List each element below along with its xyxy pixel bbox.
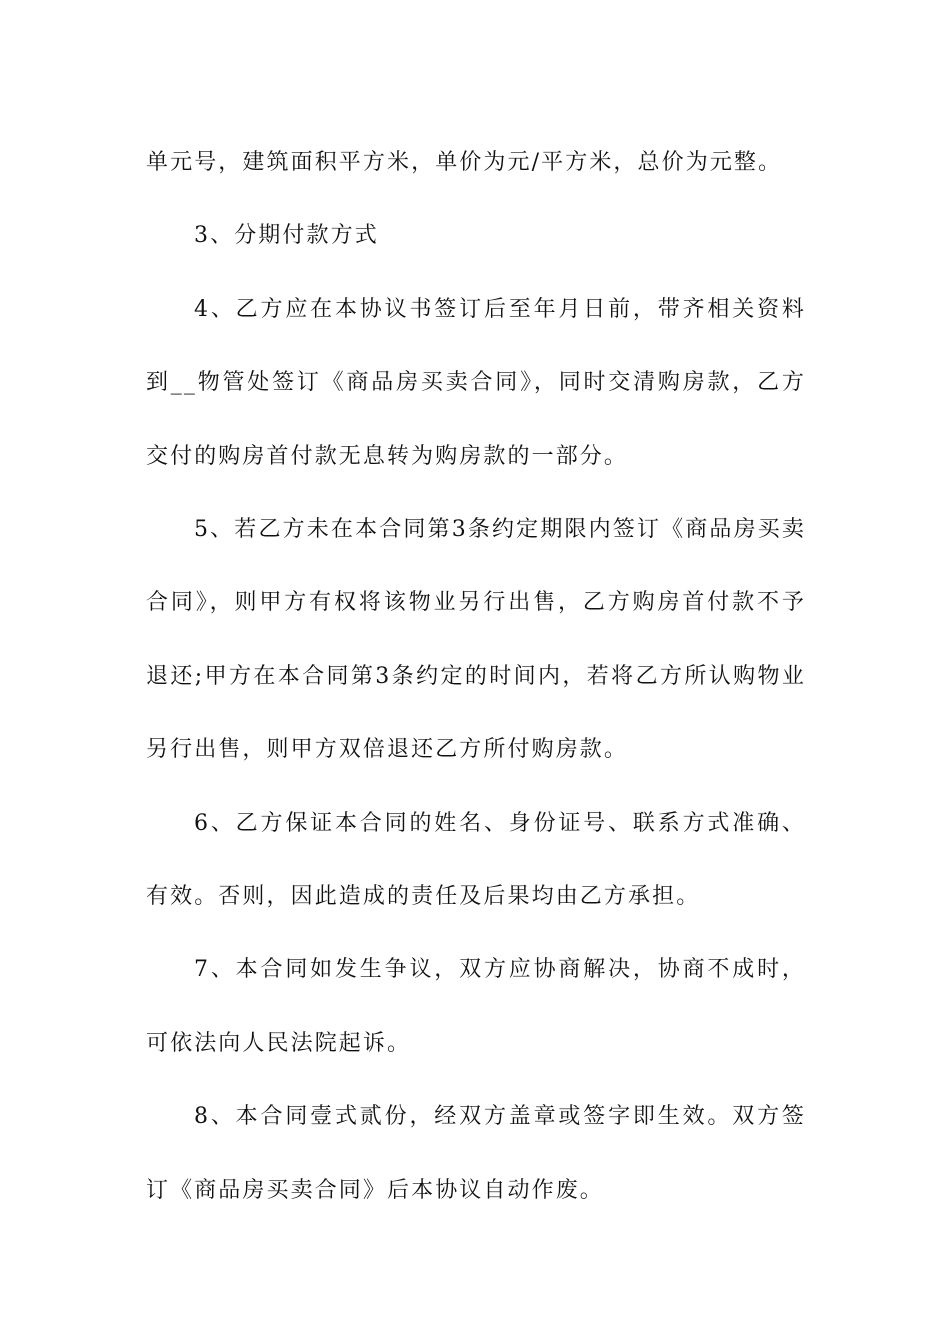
paragraph-clause-3: 3、分期付款方式: [194, 223, 379, 249]
paragraph-clause-5: 5、若乙方未在本合同第3条约定期限内签订《商品房买卖合同》，则甲方有权将该物业另行出售，乙方购房首付款不予退还;甲方在本合同第3条约定的时间内，若将乙方所认购物业另行出售，则甲方双倍退还乙方所付购房款。: [146, 517, 806, 763]
document-body: [146, 126, 806, 1227]
paragraph-clause-8: 8、本合同壹式贰份，经双方盖章或签字即生效。双方签订《商品房买卖合同》后本协议自动作废。: [146, 1104, 806, 1203]
paragraph-unit-info: 单元号，建筑面积平方米，单价为元/平方米，总价为元整。: [146, 150, 783, 175]
paragraph-clause-7: 7、本合同如发生争议，双方应协商解决，协商不成时，可依法向人民法院起诉。: [146, 957, 806, 1056]
paragraph-clause-6: 6、乙方保证本合同的姓名、身份证号、联系方式准确、有效。否则，因此造成的责任及后果均由乙方承担。: [146, 810, 806, 910]
paragraph-clause-4: 4、乙方应在本协议书签订后至年月日前，带齐相关资料到__物管处签订《商品房买卖合同》，同时交清购房款，乙方交付的购房首付款无息转为购房款的一部分。: [146, 296, 806, 469]
